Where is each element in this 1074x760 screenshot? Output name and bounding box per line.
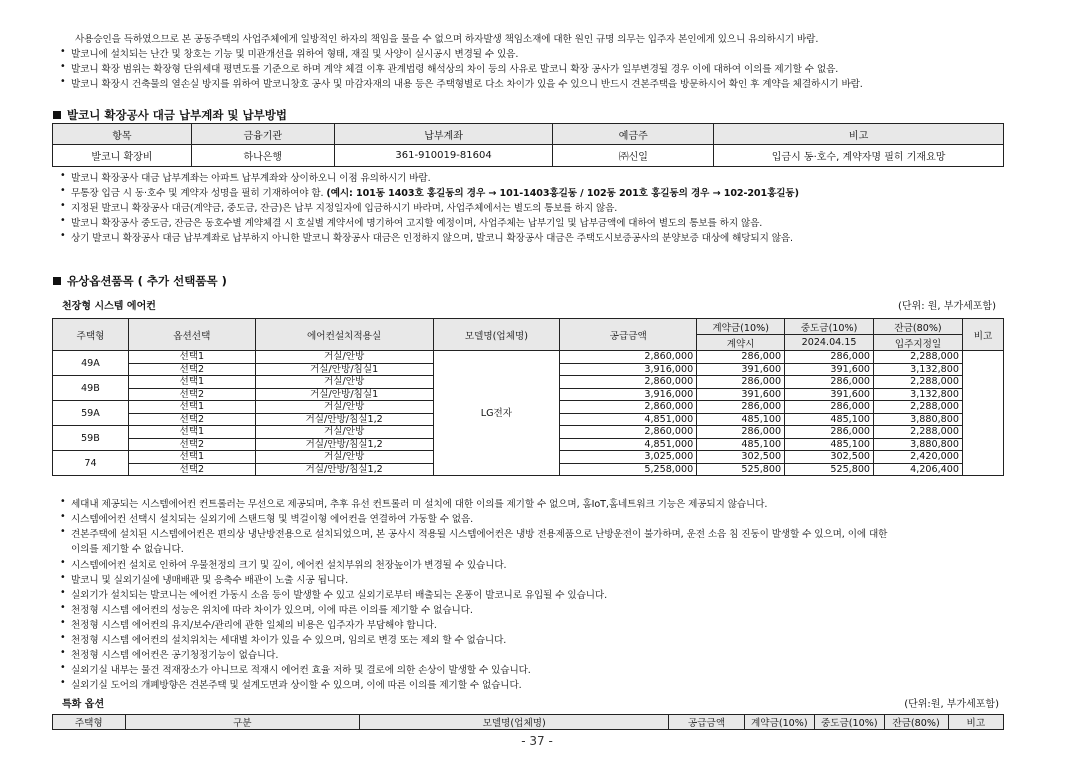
header-cell: 비고	[948, 715, 1003, 730]
room-cell: 거실/안방	[255, 451, 433, 464]
price-cell: 2,860,000	[560, 351, 697, 364]
account-cell: 361-910019-81604	[334, 145, 553, 167]
middle-cell: 485,100	[785, 413, 874, 426]
contract-cell: 286,000	[697, 401, 785, 414]
balance-cell: 2,288,000	[874, 401, 963, 414]
header-option: 옵션선택	[128, 319, 255, 351]
middle-cell: 391,600	[785, 363, 874, 376]
price-cell: 2,860,000	[560, 376, 697, 389]
type-cell: 49A	[53, 351, 129, 376]
holder-cell: ㈜신일	[553, 145, 714, 167]
aircon-note-10: • 천정형 시스템 에어컨은 공기청정기능이 없습니다.	[71, 647, 278, 661]
contract-cell: 391,600	[697, 363, 785, 376]
balance-cell: 2,288,000	[874, 376, 963, 389]
top-note-2: • 발코니 확장 범위는 확장형 단위세대 평면도를 기준으로 하며 계약 체결 이후 관계법령 해석상의 차이 등의 사유로 발코니 확장 공사가 일부변경될 경우 이에 대하여 이의를 제기할 수 없음.	[71, 61, 838, 75]
aircon-note-5: • 발코니 및 실외기실에 냉매배관 및 응축수 배관이 노출 시공 됩니다.	[71, 572, 348, 586]
item-cell: 발코니 확장비	[53, 145, 192, 167]
unit-label-2: (단위:원, 부가세포함)	[904, 699, 999, 710]
room-cell: 거실/안방	[255, 376, 433, 389]
aircon-note-1: • 시스템에어컨 선택시 설치되는 실외기에 스탠드형 및 벽걸이형 에어컨을 연결하여 가동할 수 없음.	[71, 511, 473, 525]
top-note-1: • 발코니에 설치되는 난간 및 창호는 기능 및 미관개선을 위하여 형태, 재질 및 사양이 실시공시 변경될 수 있음.	[71, 46, 518, 60]
price-cell: 4,851,000	[560, 438, 697, 451]
price-cell: 4,851,000	[560, 413, 697, 426]
subtitle-special-option: 특화 옵션	[62, 699, 105, 710]
header-note: 비고	[962, 319, 1003, 351]
header-middle: 중도금(10%)	[785, 319, 874, 335]
balance-cell: 4,206,400	[874, 463, 963, 476]
header-cell: 금융기관	[191, 124, 334, 145]
table-row	[53, 351, 1004, 364]
option-cell: 선택2	[128, 463, 255, 476]
table-header-row	[53, 124, 1004, 145]
aircon-note-0: • 세대내 제공되는 시스템에어컨 컨트롤러는 무선으로 제공되며, 추후 유선 컨트롤러 미 설치에 대한 이의를 제기할 수 없으며, 홈IoT,홈네트워크 기능은 제공되지 않습니다.	[71, 496, 767, 510]
room-cell: 거실/안방	[255, 426, 433, 439]
top-note-0: 사용승인을 득하였으므로 본 공동주택의 사업주체에게 일방적인 하자의 책임을 물을 수 없으며 하자발생 책임소재에 대한 원인 규명 의무는 입주자 본인에게 있으니 유의하시기 바람.	[75, 34, 819, 45]
middle-cell: 391,600	[785, 388, 874, 401]
balance-cell: 3,880,800	[874, 413, 963, 426]
room-cell: 거실/안방	[255, 401, 433, 414]
model-cell: LG전자	[433, 351, 560, 476]
option-cell: 선택2	[128, 388, 255, 401]
room-cell: 거실/안방/침실1,2	[255, 463, 433, 476]
middle-cell: 525,800	[785, 463, 874, 476]
table-row	[53, 145, 1004, 167]
price-cell: 2,860,000	[560, 426, 697, 439]
aircon-note-8: • 천정형 시스템 에어컨의 유지/보수/관리에 관한 일체의 비용은 입주자가 부담해야 합니다.	[71, 617, 437, 631]
option-cell: 선택2	[128, 413, 255, 426]
bank-cell: 하나은행	[191, 145, 334, 167]
header-cell: 공급금액	[669, 715, 744, 730]
special-option-table	[52, 714, 1004, 730]
header-price: 공급금액	[560, 319, 697, 351]
header-cell: 납부계좌	[334, 124, 553, 145]
contract-cell: 302,500	[697, 451, 785, 464]
option-cell: 선택1	[128, 451, 255, 464]
aircon-table-body	[53, 351, 1004, 476]
header-model: 모델명(업체명)	[433, 319, 560, 351]
balance-cell: 2,288,000	[874, 426, 963, 439]
header-contract-sub: 계약시	[697, 335, 785, 351]
middle-cell: 286,000	[785, 401, 874, 414]
type-cell: 59A	[53, 401, 129, 426]
payment-note-1: • 지정된 발코니 확장공사 대금(계약금, 중도금, 잔금)은 납부 지정일자에 입금하시기 바라며, 사업주체에서는 별도의 통보를 하지 않음.	[71, 200, 617, 214]
section-title-paid-options: 유상옵션품목 ( 추가 선택품목 )	[53, 273, 227, 289]
price-cell: 3,025,000	[560, 451, 697, 464]
aircon-note-3: 이의를 제기할 수 없습니다.	[71, 544, 184, 555]
header-balance: 잔금(80%)	[874, 319, 963, 335]
middle-cell: 286,000	[785, 426, 874, 439]
header-cell: 중도금(10%)	[815, 715, 884, 730]
balance-cell: 3,132,800	[874, 363, 963, 376]
header-cell: 계약금(10%)	[744, 715, 814, 730]
header-cell: 예금주	[553, 124, 714, 145]
payment-note-0: • 발코니 확장공사 대금 납부계좌는 아파트 납부계좌와 상이하오니 이점 유의하시기 바람.	[71, 170, 431, 184]
aircon-note-9: • 천정형 시스템 에어컨의 설치위치는 세대별 차이가 있을 수 있으며, 임의로 변경 또는 제외 할 수 없습니다.	[71, 632, 506, 646]
table-header-row	[53, 715, 1004, 730]
middle-cell: 485,100	[785, 438, 874, 451]
header-cell: 잔금(80%)	[884, 715, 948, 730]
room-cell: 거실/안방/침실1	[255, 388, 433, 401]
balance-cell: 2,420,000	[874, 451, 963, 464]
middle-cell: 286,000	[785, 351, 874, 364]
balcony-payment-table	[52, 123, 1004, 167]
contract-cell: 525,800	[697, 463, 785, 476]
aircon-note-4: • 시스템에어컨 설치로 인하여 우물천정의 크기 및 깊이, 에어컨 설치부위의 천장높이가 변경될 수 있습니다.	[71, 557, 507, 571]
header-cell: 모델명(업체명)	[359, 715, 669, 730]
contract-cell: 391,600	[697, 388, 785, 401]
middle-cell: 302,500	[785, 451, 874, 464]
note-cell	[962, 351, 1003, 476]
note-cell: 입금시 동·호수, 계약자명 필히 기재요망	[714, 145, 1004, 167]
option-cell: 선택2	[128, 363, 255, 376]
header-cell: 구분	[125, 715, 359, 730]
room-cell: 거실/안방/침실1,2	[255, 413, 433, 426]
aircon-note-6: • 실외기가 설치되는 발코니는 에어컨 가동시 소음 등이 발생할 수 있고 실외기로부터 배출되는 온풍이 발코니로 유입될 수 있습니다.	[71, 587, 607, 601]
balance-cell: 3,880,800	[874, 438, 963, 451]
header-cell: 비고	[714, 124, 1004, 145]
aircon-option-table	[52, 318, 1004, 476]
table-header-row	[53, 319, 1004, 335]
option-cell: 선택2	[128, 438, 255, 451]
price-cell: 3,916,000	[560, 388, 697, 401]
contract-cell: 485,100	[697, 438, 785, 451]
header-room: 에어컨설치적용실	[255, 319, 433, 351]
section-title-balcony-payment: 발코니 확장공사 대금 납부계좌 및 납부방법	[53, 107, 287, 123]
option-cell: 선택1	[128, 401, 255, 414]
type-cell: 74	[53, 451, 129, 476]
page-number: - 37 -	[521, 734, 553, 748]
option-cell: 선택1	[128, 351, 255, 364]
room-cell: 거실/안방	[255, 351, 433, 364]
middle-cell: 286,000	[785, 376, 874, 389]
header-type: 주택형	[53, 319, 129, 351]
header-middle-sub: 2024.04.15	[785, 335, 874, 351]
payment-note-deposit: • 무통장 입금 시 동·호수 및 계약자 성명을 필히 기재하여야 함. (예시: 101동 1403호 홍길동의 경우 → 101-1403홍길동 / 102동 201호 홍길동의 경우 → 102-201홍길동)	[71, 185, 799, 199]
contract-cell: 485,100	[697, 413, 785, 426]
price-cell: 3,916,000	[560, 363, 697, 376]
type-cell: 49B	[53, 376, 129, 401]
aircon-note-7: • 천정형 시스템 에어컨의 성능은 위치에 따라 차이가 있으며, 이에 따른 이의를 제기할 수 없습니다.	[71, 602, 473, 616]
header-cell: 주택형	[53, 715, 126, 730]
payment-note-2: • 발코니 확장공사 중도금, 잔금은 동호수별 계약체결 시 호실별 계약서에 명기하여 고지할 예정이며, 사업주체는 납부기일 및 납부금액에 대하여 별도의 통보를 하지 않음.	[71, 215, 762, 229]
subtitle-ceiling-aircon: 천장형 시스템 에어컨	[62, 301, 156, 312]
option-cell: 선택1	[128, 426, 255, 439]
balance-cell: 3,132,800	[874, 388, 963, 401]
payment-note-3: • 상기 발코니 확장공사 대금 납부계좌로 납부하지 아니한 발코니 확장공사 대금은 인정하지 않으며, 발코니 확장공사 대금은 주택도시보증공사의 분양보증 대상에 해당되지 않음.	[71, 230, 793, 244]
price-cell: 5,258,000	[560, 463, 697, 476]
room-cell: 거실/안방/침실1	[255, 363, 433, 376]
price-cell: 2,860,000	[560, 401, 697, 414]
square-bullet-icon	[53, 111, 61, 119]
square-bullet-icon	[53, 277, 61, 285]
contract-cell: 286,000	[697, 426, 785, 439]
option-cell: 선택1	[128, 376, 255, 389]
aircon-note-12: • 실외기실 도어의 개폐방향은 견본주택 및 설계도면과 상이할 수 있으며, 이에 따른 이의를 제기할 수 없습니다.	[71, 677, 522, 691]
aircon-note-11: • 실외기실 내부는 물건 적재장소가 아니므로 적재시 에어컨 효율 저하 및 결로에 의한 손상이 발생할 수 있습니다.	[71, 662, 531, 676]
contract-cell: 286,000	[697, 376, 785, 389]
unit-label: (단위: 원, 부가세포함)	[898, 301, 996, 312]
header-balance-sub: 입주지정일	[874, 335, 963, 351]
header-contract: 계약금(10%)	[697, 319, 785, 335]
room-cell: 거실/안방/침실1,2	[255, 438, 433, 451]
top-note-3: • 발코니 확장시 건축물의 열손실 방지를 위하여 발코니창호 공사 및 마감자재의 내용 등은 주택형별로 다소 차이가 있을 수 있으니 반드시 견본주택을 방문하시어 확인 후 계약을 체결하시기 바람.	[71, 76, 863, 90]
balance-cell: 2,288,000	[874, 351, 963, 364]
type-cell: 59B	[53, 426, 129, 451]
contract-cell: 286,000	[697, 351, 785, 364]
aircon-note-2: • 견본주택에 설치된 시스템에어컨은 편의상 냉난방전용으로 설치되었으며, 본 공사시 적용될 시스템에어컨은 냉방 전용제품으로 난방운전이 불가하며, 운전 소음 침 진동이 발생할 수 있으며, 이에 대한	[71, 526, 887, 540]
header-cell: 항목	[53, 124, 192, 145]
